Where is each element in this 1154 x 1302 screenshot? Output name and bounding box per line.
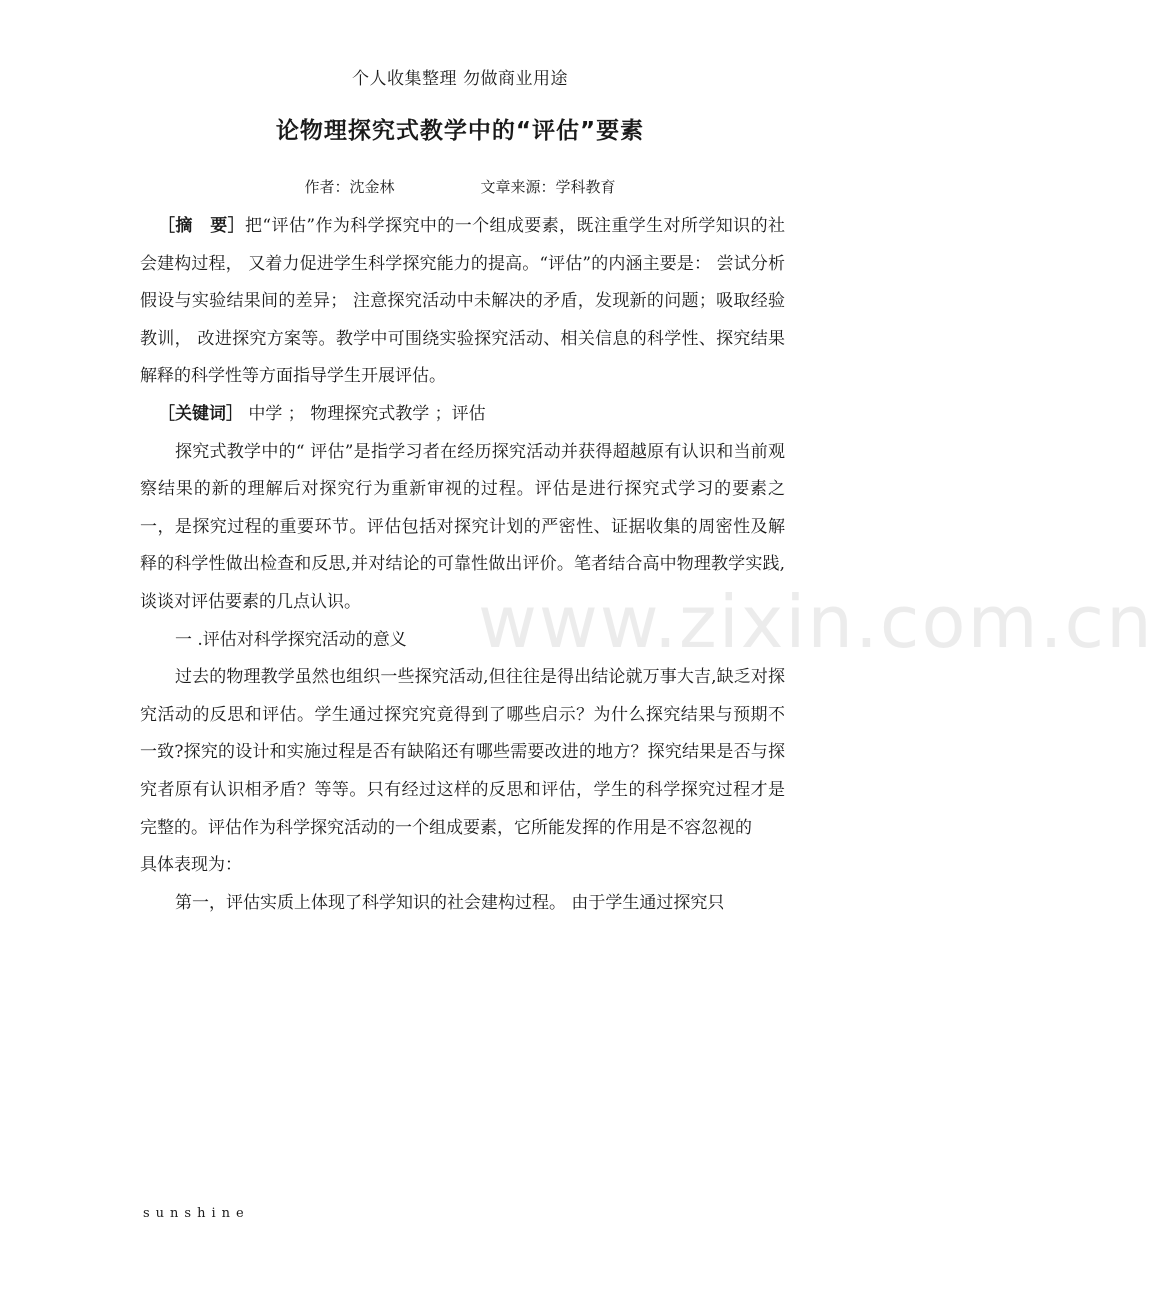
- author: 作者：沈金林: [304, 178, 395, 196]
- watermark: www.zixin.com.cn: [478, 580, 1154, 664]
- keywords-text: 中学 ； 物理探究式教学 ；评估: [243, 403, 486, 424]
- footer: sunshine: [143, 1206, 250, 1221]
- specific-paragraph: 具体表现为：: [140, 855, 242, 876]
- abstract-text: 把“评估”作为科学探究中的一个组成要素，既注重学生对所学知识的社会建构过程， 又着力促进学生科学探究能力的提高。“评估”的内涵主要是： 尝试分析假设与实验结果间的差异； 注意探究活动中未解决的矛盾，发现新的问题；吸取经验教训， 改进探究方案等。教学中可围绕实验探究活动、相关信息的科学性、探究结果解释的科学性等方面指导学生开展评估。: [140, 216, 785, 387]
- intro-paragraph: 探究式教学中的“ 评估”是指学习者在经历探究活动并获得超越原有认识和当前观察结果的新的理解后对探究行为重新审视的过程。评估是进行探究式学习的要素之一，是探究过程的重要环节。评估包括对探究计划的严密性、证据收集的周密性及解释的科学性做出检查和反思,并对结论的可靠性做出评价。笔者结合高中物理教学实践,谈谈对评估要素的几点认识。: [140, 441, 785, 612]
- section-heading: 一 .评估对科学探究活动的意义: [175, 629, 407, 650]
- section-body-paragraph: 过去的物理教学虽然也组织一些探究活动,但往往是得出结论就万事大吉,缺乏对探究活动的反思和评估。学生通过探究究竟得到了哪些启示？为什么探究结果与预期不一致?探究的设计和实施过程是否有缺陷还有哪些需要改进的地方？探究结果是否与探究者原有认识相矛盾？等等。只有经过这样的反思和评估，学生的科学探究过程才是完整的。评估作为科学探究活动的一个组成要素，它所能发挥的作用是不容忽视的: [140, 667, 785, 838]
- first-point-paragraph: 第一，评估实质上体现了科学知识的社会建构过程。 由于学生通过探究只: [175, 892, 725, 913]
- article-body: [140, 208, 785, 922]
- article-source: 文章来源：学科教育: [480, 178, 616, 196]
- page-title: 论物理探究式教学中的“评估”要素: [275, 118, 645, 144]
- keywords-paragraph: [140, 396, 785, 434]
- abstract-tag: ［摘 要］: [158, 216, 246, 236]
- byline: [0, 176, 920, 197]
- keywords-tag: ［关键词］: [158, 403, 243, 424]
- abstract-paragraph: [140, 208, 785, 396]
- header-note: 个人收集整理 勿做商业用途: [352, 69, 568, 89]
